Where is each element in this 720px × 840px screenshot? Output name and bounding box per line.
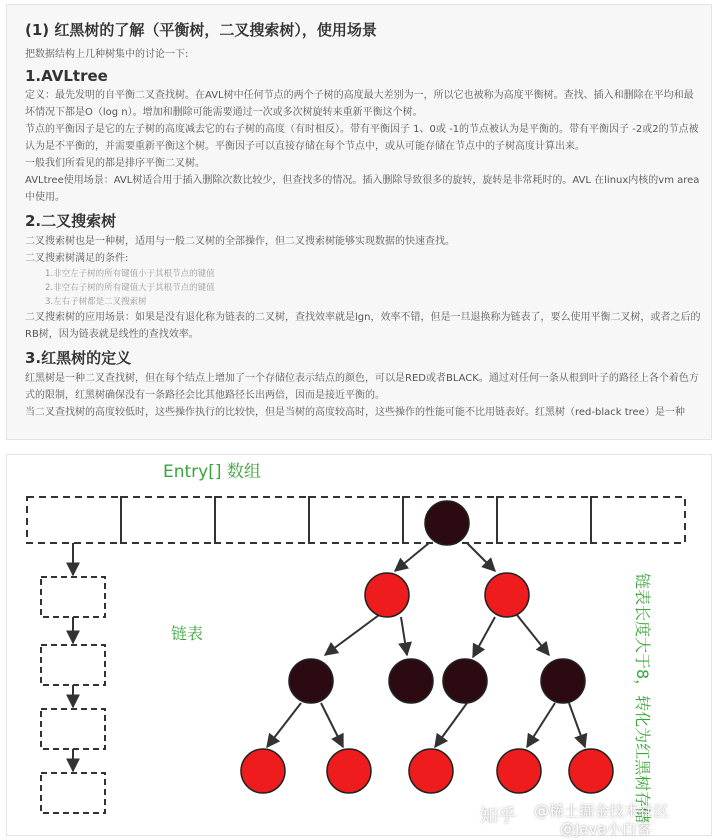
- watermark-zhihu: 知乎: [480, 806, 516, 827]
- rb-performance: 当二叉查找树的高度较低时，这些操作执行的比较快，但是当树的高度较高时，这些操作的性能可能不比用链表好。红黑树（red-black tree）是一种: [25, 407, 685, 418]
- black-node: [541, 659, 585, 703]
- list-node: [41, 773, 105, 813]
- avl-balance-factor: 节点的平衡因子是它的左子树的高度减去它的右子树的高度（有时相反）。带有平衡因子 1、0或 -1的节点被认为是平衡的。带有平衡因子 -2或2的节点被认为是不平衡的，并需要重新平衡这个树。平衡因子可以直接存储在每个节点中，或从可能存储在节点中的子树高度计算出来。: [25, 124, 699, 152]
- tree-edges: [267, 543, 585, 747]
- red-node: [327, 749, 371, 793]
- list-node: [41, 709, 105, 749]
- array-slot: [215, 497, 309, 543]
- entry-array: [27, 497, 685, 543]
- red-node: [365, 573, 409, 617]
- rb-heading: 3.红黑树的定义: [25, 349, 132, 367]
- array-slot: [591, 497, 685, 543]
- article-panel: [6, 4, 712, 440]
- red-node: [241, 749, 285, 793]
- bst-condition: 3.左右子树都是二叉搜索树: [45, 297, 147, 307]
- bst-usage: 二叉搜索树的应用场景：如果是没有退化称为链表的二叉树，查找效率就是lgn，效率不错，但是一旦退换称为链表了，要么使用平衡二叉树，或者之后的RB树，因为链表就是线性的查找效率。: [25, 312, 701, 340]
- black-node: [389, 659, 433, 703]
- red-node: [569, 749, 613, 793]
- watermark-community: @稀土掘金技术社区: [534, 802, 670, 820]
- black-node: [425, 501, 469, 545]
- watermark-author: @Java小白客: [560, 820, 652, 838]
- red-node: [409, 749, 453, 793]
- red-node: [485, 573, 529, 617]
- side-label: 链表长度大于8，转化为红黑树存储: [633, 573, 652, 824]
- array-slot: [121, 497, 215, 543]
- avl-usage: AVLtree使用场景：AVL树适合用于插入删除次数比较少，但查找多的情况。插入删除导致很多的旋转，旋转是非常耗时的。AVL 在linux内核的vm area中使用。: [25, 175, 700, 203]
- avl-note: 一般我们所看见的都是排序平衡二叉树。: [25, 158, 205, 169]
- bst-intro: 二叉搜索树也是一种树，适用与一般二叉树的全部操作，但二叉搜索树能够实现数据的快速查找。: [25, 236, 455, 247]
- red-node: [497, 749, 541, 793]
- bst-conditions-label: 二叉搜索树满足的条件:: [25, 253, 129, 264]
- rb-definition: 红黑树是一种二叉查找树，但在每个结点上增加了一个存储位表示结点的颜色，可以是RED或者BLACK。通过对任何一条从根到叶子的路径上各个着色方式的限制，红黑树确保没有一条路径会比其他路径长出两倍，因而是接近平衡的。: [25, 373, 699, 401]
- black-node: [289, 659, 333, 703]
- linked-list: [41, 543, 105, 813]
- list-node: [41, 645, 105, 685]
- array-slot: [309, 497, 403, 543]
- avl-definition: 定义：最先发明的自平衡二叉查找树。在AVL树中任何节点的两个子树的高度最大差别为一，所以它也被称为高度平衡树。查找、插入和删除在平均和最坏情况下都是O（log n）。增加和删除可能需要通过一次或多次树旋转来重新平衡这个树。: [25, 90, 694, 118]
- bst-condition: 2.非空右子树的所有键值大于其根节点的键值: [45, 283, 215, 293]
- avl-heading: 1.AVLtree: [25, 67, 108, 85]
- diagram-canvas: [7, 455, 713, 837]
- bst-condition: 1.非空左子树的所有键值小于其根节点的键值: [45, 269, 215, 279]
- bst-heading: 2.二叉搜索树: [25, 212, 117, 230]
- intro-text: 把数据结构上几种树集中的讨论一下:: [25, 49, 189, 60]
- hashmap-diagram: [6, 454, 712, 836]
- array-slot: [27, 497, 121, 543]
- article-title: (1) 红黑树的了解（平衡树，二叉搜索树），使用场景: [25, 21, 377, 39]
- array-slot: [497, 497, 591, 543]
- array-label: Entry[] 数组: [163, 462, 261, 482]
- black-node: [443, 659, 487, 703]
- list-node: [41, 577, 105, 617]
- list-label: 链表: [171, 624, 204, 643]
